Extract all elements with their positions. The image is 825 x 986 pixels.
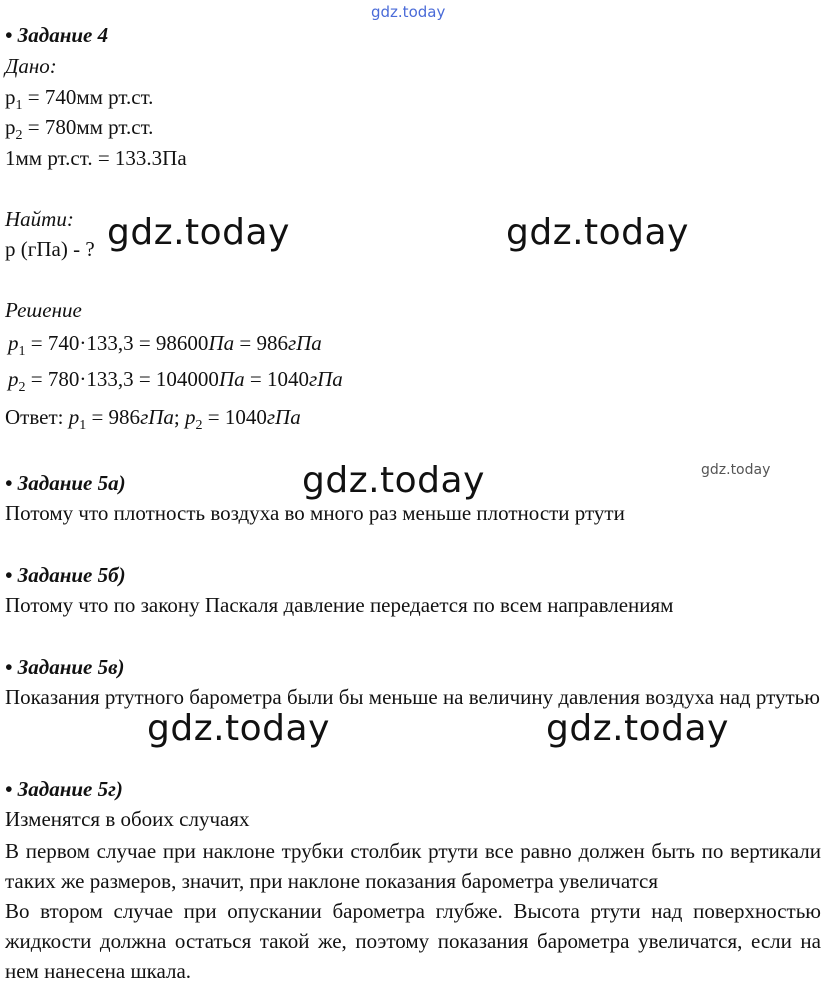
task5g-para1: В первом случае при наклоне трубки столбик ртути все равно должен быть по вертикали таких же размеров, значит, при наклоне показания барометра увеличатся [5,839,821,893]
task5a-text: Потому что плотность воздуха во много раз меньше плотности ртути [5,501,625,525]
task5g-para2: Во втором случае при опускании барометра глубже. Высота ртути над поверхностью жидкости должна остаться такой же, поэтому показания барометра увеличатся, если на нем нанесена шкала. [5,899,821,983]
task5g-heading: • Задание 5г) [5,777,123,801]
formula-p2: $p_2 = 780\cdot 133,3 = 104000Па = 1040гПа$ [8,367,343,396]
formula-p1: $p_1 = 740\cdot 133,3 = 98600Па = 986гПа$ [8,331,322,360]
watermark-small: gdz.today [701,462,771,478]
watermark-2: gdz.today [506,212,689,253]
given-conversion: 1мм рт.ст. = 133.3Па [5,146,187,170]
task5v-text: Показания ртутного барометра были бы меньше на величину давления воздуха над ртутью [5,685,820,709]
watermark-1: gdz.today [107,212,290,253]
task5b-text: Потому что по закону Паскаля давление передается по всем направлениям [5,593,674,617]
task5g-line1: Изменятся в обоих случаях [5,807,250,831]
find-value: p (гПа) - ? [5,237,95,261]
given-p2: $p_2 = 780мм$ рт.ст. [5,115,154,144]
find-label: Найти: [5,207,74,231]
given-label: Дано: [5,54,57,78]
task4-heading: • Задание 4 [5,23,109,47]
watermark-top: gdz.today [371,3,446,21]
answer-line: Ответ: $p_1 = 986гПа$; $p_2 = 1040гПа$ [5,405,301,434]
watermark-3: gdz.today [302,460,485,501]
watermark-4: gdz.today [147,708,330,749]
watermark-5: gdz.today [546,708,729,749]
solution-label: Решение [5,298,82,322]
given-p1: $p_1 = 740мм$ рт.ст. [5,85,154,114]
task5v-heading: • Задание 5в) [5,655,125,679]
task5a-heading: • Задание 5а) [5,471,126,495]
task5b-heading: • Задание 5б) [5,563,126,587]
